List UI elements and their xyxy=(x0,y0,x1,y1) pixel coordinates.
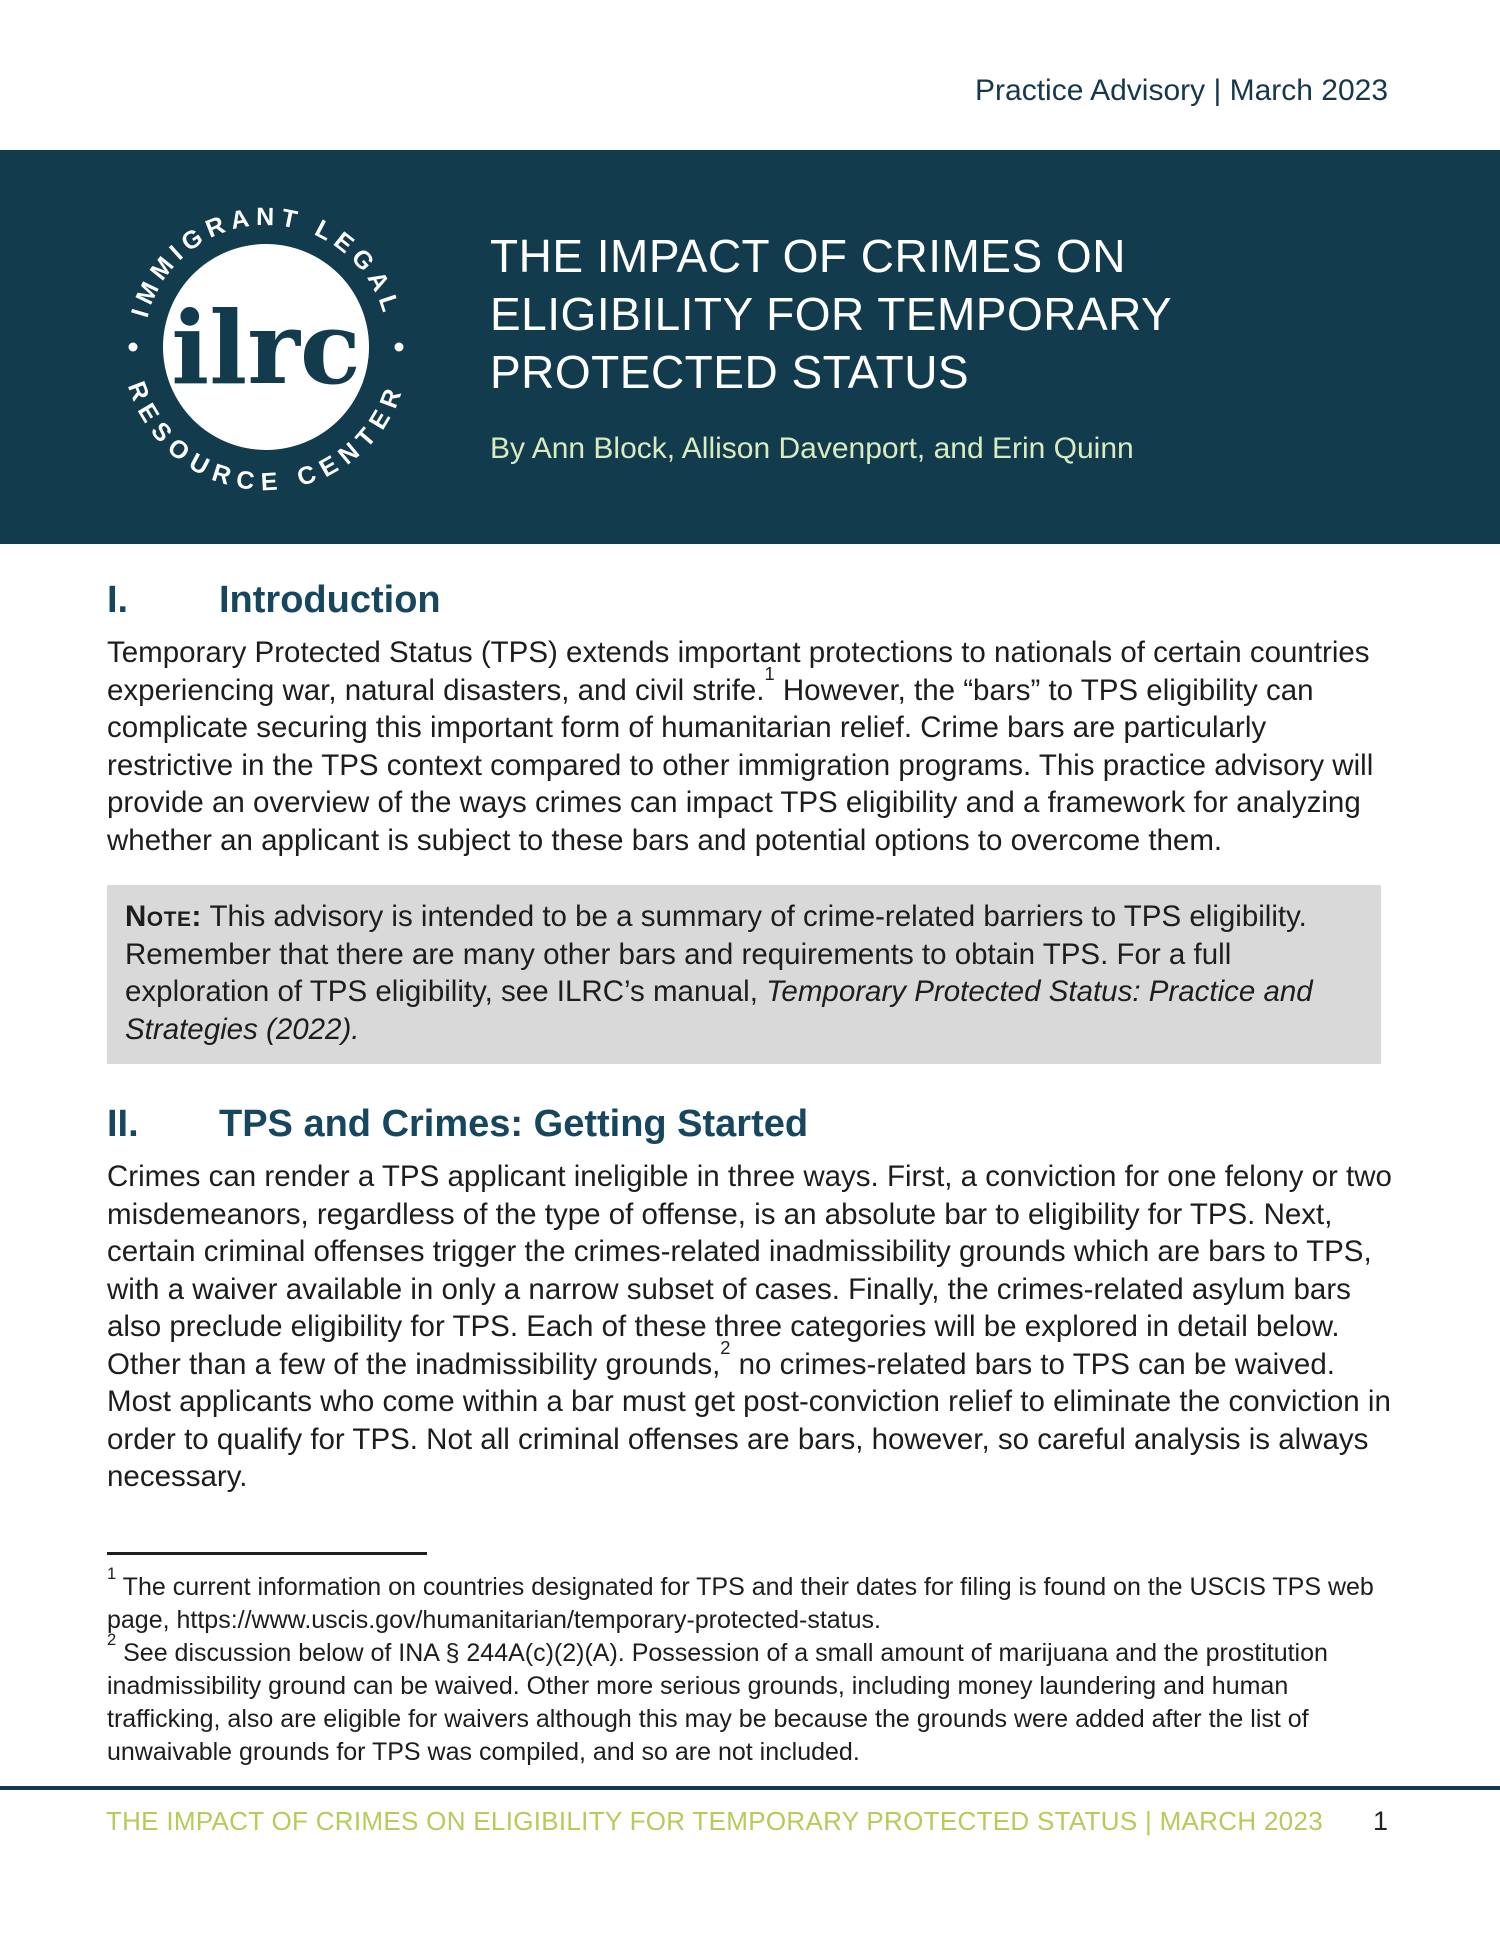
footnote-ref-2: 2 xyxy=(720,1337,731,1359)
getting-started-text-after-footnote: no crimes-related bars to TPS can be waived. Most applicants who come within a bar must get post-conviction relief to eliminate the conviction in order to qualify for TPS. Not all criminal offenses are bars, however, so careful analysis is always necessary. xyxy=(107,1347,1391,1493)
footer-title: THE IMPACT OF CRIMES ON ELIGIBILITY FOR TEMPORARY PROTECTED STATUS | MARCH 2023 xyxy=(105,1806,1323,1836)
intro-text-after-footnote: However, the “bars” to TPS eligibility can complicate securing this important form of humanitarian relief. Crime bars are particularly restrictive in the TPS context compared to other immigration programs. This practice advisory will provide an overview of the ways crimes can impact TPS eligibility and a framework for analyzing whether an applicant is subject to these bars and potential options to overcome them. xyxy=(107,673,1374,857)
title-banner xyxy=(0,150,1500,544)
page-title-line-3: PROTECTED STATUS xyxy=(490,346,970,398)
ring-separator-dot-right xyxy=(395,343,404,352)
footnote-1-marker: 1 xyxy=(107,1564,117,1583)
footnote-2 xyxy=(107,1630,1397,1769)
footnote-1 xyxy=(107,1564,1397,1637)
logo-ring-top-text: IMMIGRANT LEGAL xyxy=(126,202,407,321)
introduction-paragraph xyxy=(107,634,1397,859)
ring-separator-dot-left xyxy=(129,343,138,352)
ilrc-logo-graphic xyxy=(116,197,416,497)
ilrc-logo xyxy=(116,197,416,497)
footnotes-section xyxy=(107,1552,1397,1769)
footnote-ref-1: 1 xyxy=(764,663,775,685)
doc-header-label: Practice Advisory | March 2023 xyxy=(975,74,1388,107)
section-heading-getting-started xyxy=(107,1100,1397,1148)
intro-text-before-footnote: Temporary Protected Status (TPS) extends important protections to nationals of certain countries experiencing war, natural disasters, and civil strife. xyxy=(107,636,1370,707)
footnote-2-text: See discussion below of INA § 244A(c)(2)(A). Possession of a small amount of marijuana and the prostitution inadmissibility ground can be waived. Other more serious grounds, including money laundering and human trafficking, also are eligible for waivers although this may be because the grounds were added after the list of unwaivable grounds for TPS was compiled, and so are not included. xyxy=(107,1638,1328,1766)
footnote-2-marker: 2 xyxy=(107,1630,117,1649)
banner-text-block xyxy=(490,227,1172,467)
section-number: II. xyxy=(107,1103,139,1145)
footer-row xyxy=(0,1806,1500,1837)
getting-started-paragraph xyxy=(107,1158,1397,1496)
note-label: Note: xyxy=(125,900,202,933)
footnote-1-text: The current information on countries designated for TPS and their dates for filing is found on the USCIS TPS web page, https://www.uscis.gov/humanitarian/temporary-protected-status. xyxy=(107,1572,1374,1634)
logo-ring-bottom-text: RESOURCE CENTER xyxy=(122,377,410,497)
page-title-line-1: THE IMPACT OF CRIMES ON xyxy=(490,230,1126,282)
note-body-text: This advisory is intended to be a summary of crime-related barriers to TPS eligibility. Remember that there are many other bars and requirements to obtain TPS. For a full exploration of TPS eligibility, see ILRC’s manual, xyxy=(125,900,1307,1008)
page-footer xyxy=(0,1786,1500,1837)
getting-started-text-before-footnote: Crimes can render a TPS applicant ineligible in three ways. First, a conviction for one felony or two misdemeanors, regardless of the type of offense, is an absolute bar to eligibility for TPS. Next, certain criminal offenses trigger the crimes-related inadmissibility grounds which are bars to TPS, with a waiver available in only a narrow subset of cases. Finally, the crimes-related asylum bars also preclude eligibility for TPS. Each of these three categories will be explored in detail below. Other than a few of the inadmissibility grounds, xyxy=(107,1160,1392,1381)
section-title: TPS and Crimes: Getting Started xyxy=(219,1103,809,1145)
note-manual-title: Temporary Protected Status: Practice and Strategies (2022). xyxy=(125,975,1313,1046)
byline: By Ann Block, Allison Davenport, and Erin Quinn xyxy=(490,432,1134,465)
main-content xyxy=(107,576,1397,1769)
footer-page-number: 1 xyxy=(1372,1806,1388,1836)
page-title-line-2: ELIGIBILITY FOR TEMPORARY xyxy=(490,288,1173,340)
note-box xyxy=(107,885,1381,1064)
section-number: I. xyxy=(107,579,129,621)
footnote-separator-rule xyxy=(107,1552,427,1555)
section-title: Introduction xyxy=(219,579,441,621)
footer-rule xyxy=(0,1786,1500,1790)
doc-header xyxy=(0,0,1500,110)
logo-wordmark: ilrc xyxy=(171,289,361,407)
section-heading-introduction xyxy=(107,576,1397,624)
